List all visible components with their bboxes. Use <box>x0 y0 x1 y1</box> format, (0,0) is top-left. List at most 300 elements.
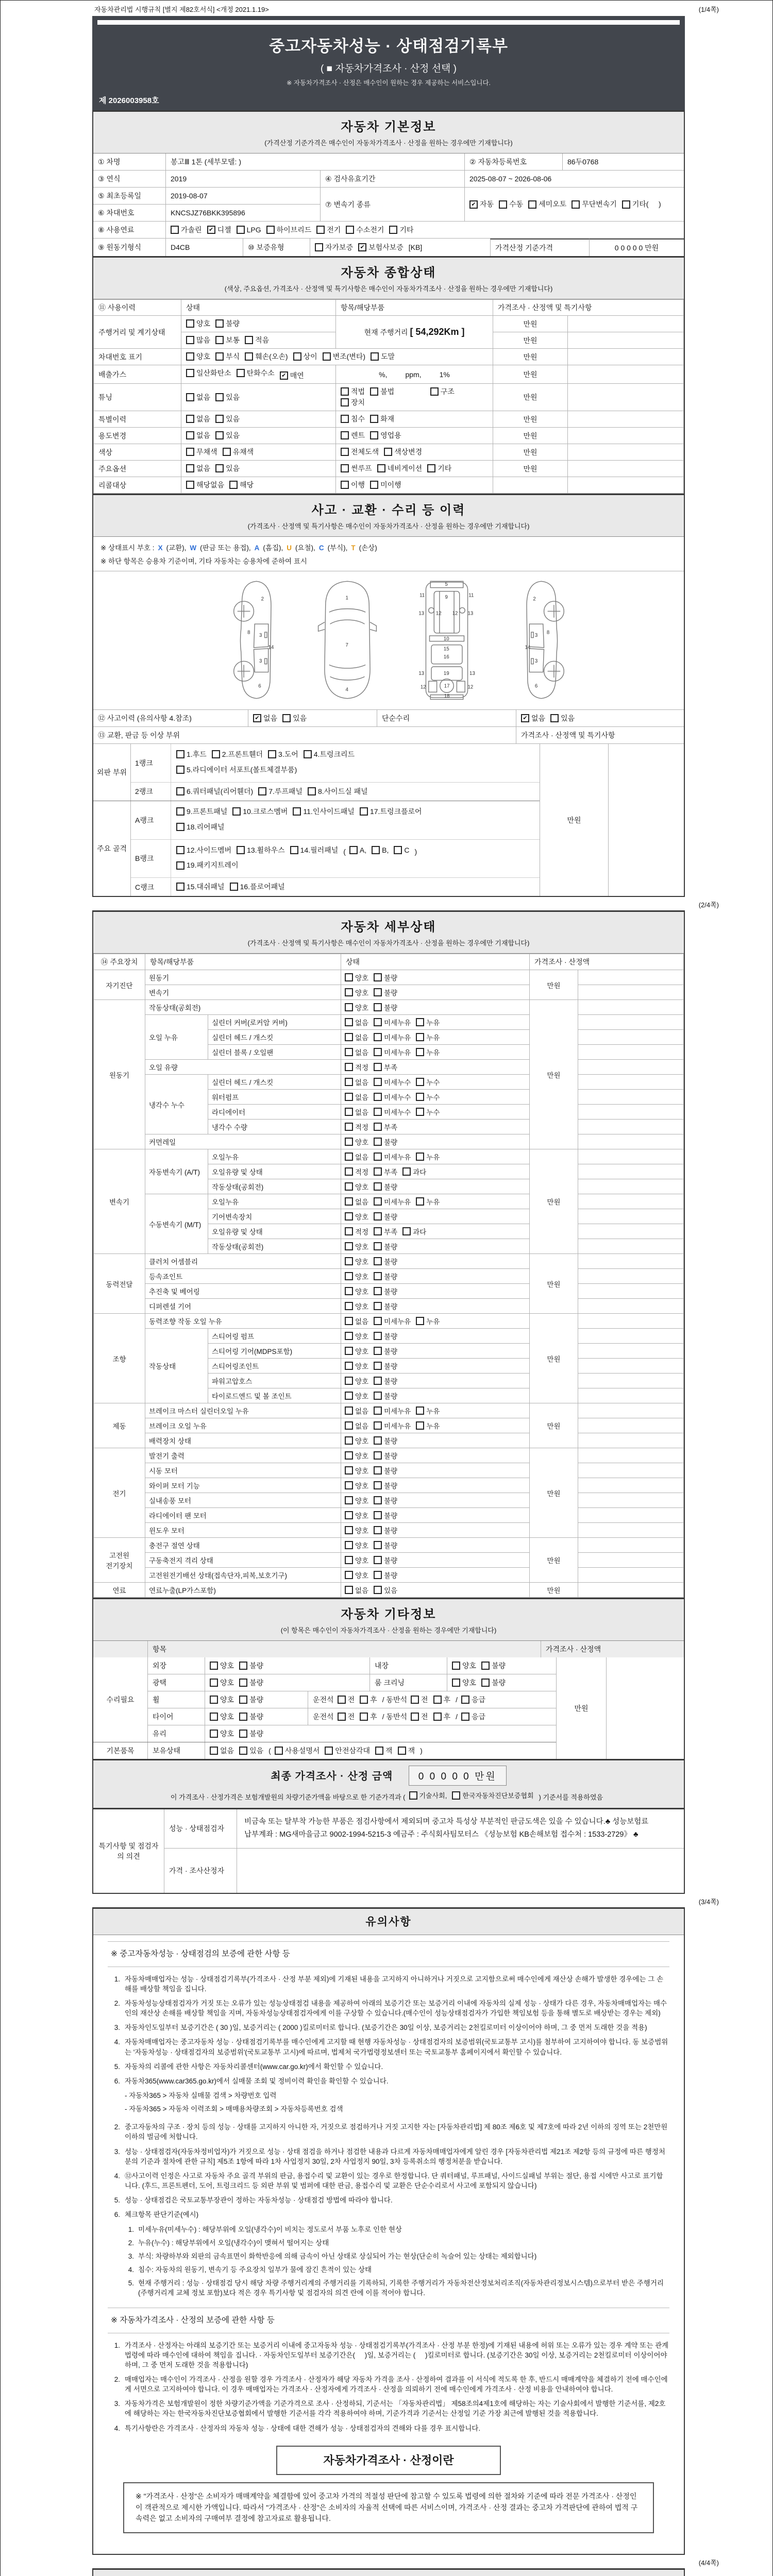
checkbox-icon[interactable] <box>374 1436 382 1445</box>
checkbox-option[interactable]: 미세누유 <box>374 1405 411 1416</box>
checkbox-icon[interactable] <box>374 1347 382 1355</box>
checkbox-option[interactable]: 부족 <box>374 1062 397 1072</box>
checkbox-icon[interactable] <box>345 1377 353 1385</box>
checkbox-icon[interactable] <box>374 1377 382 1385</box>
checkbox-icon[interactable] <box>416 1048 424 1056</box>
checkbox-option[interactable]: 불량 <box>374 1301 397 1311</box>
checkbox-icon[interactable] <box>360 1696 368 1704</box>
checkbox-option[interactable]: 불량 <box>374 1570 397 1580</box>
checkbox-option[interactable]: 불량 <box>374 1555 397 1565</box>
checkbox-option[interactable]: 후 <box>433 1694 451 1705</box>
checkbox-option[interactable]: 불량 <box>239 1711 263 1722</box>
checkbox-icon[interactable] <box>345 1436 353 1445</box>
checkbox-icon[interactable] <box>176 861 184 870</box>
checkbox-icon[interactable] <box>186 336 194 344</box>
checkbox-icon[interactable] <box>345 1048 353 1056</box>
checkbox-option[interactable]: 있음 <box>550 713 575 723</box>
checkbox-icon[interactable] <box>345 1421 353 1430</box>
checkbox-option[interactable]: 16.플로어패널 <box>230 882 285 892</box>
checkbox-icon[interactable] <box>176 807 184 816</box>
checkbox-option[interactable]: ✔ 보험사보증 <box>358 242 404 252</box>
checkbox-option[interactable]: 13.휠하우스 <box>237 843 285 857</box>
checkbox-icon[interactable] <box>374 1541 382 1549</box>
checkbox-icon[interactable] <box>374 1511 382 1519</box>
checkbox-option[interactable]: 불량 <box>239 1694 263 1705</box>
checkbox-icon[interactable] <box>416 1078 424 1086</box>
checkbox-option[interactable]: 없음 <box>210 1745 234 1756</box>
checkbox-icon[interactable] <box>345 1466 353 1475</box>
checkbox-option[interactable]: 양호 <box>345 1465 368 1476</box>
checkbox-icon[interactable] <box>341 415 349 423</box>
checkbox-icon[interactable] <box>345 1481 353 1489</box>
checkbox-option[interactable]: 양호 <box>345 1361 368 1371</box>
checkbox-icon[interactable] <box>345 1347 353 1355</box>
checkbox-icon[interactable] <box>528 200 536 209</box>
checkbox-option[interactable]: 전 <box>411 1694 428 1705</box>
checkbox-icon[interactable] <box>345 973 353 981</box>
checkbox-icon[interactable] <box>215 319 224 328</box>
checkbox-option[interactable]: 불량 <box>374 1495 397 1505</box>
checkbox-option[interactable]: 양호 <box>186 351 210 362</box>
checkbox-icon[interactable] <box>374 1182 382 1191</box>
checkbox-option[interactable]: 18.리어패널 <box>176 820 225 834</box>
checkbox-option[interactable]: 응급 <box>461 1694 485 1705</box>
checkbox-icon[interactable] <box>374 1108 382 1116</box>
checkbox-option[interactable]: 색상변경 <box>384 447 422 457</box>
checkbox-option[interactable]: 양호 <box>345 1002 368 1012</box>
checkbox-option[interactable]: 19.패키지트레이 <box>176 858 239 872</box>
checked-checkbox-icon[interactable]: ✔ <box>207 226 215 234</box>
checkbox-icon[interactable] <box>374 1406 382 1415</box>
checkbox-icon[interactable] <box>371 352 379 361</box>
checkbox-option[interactable]: 없음 <box>186 463 210 473</box>
checkbox-icon[interactable] <box>374 1302 382 1310</box>
checkbox-option[interactable]: 변조(변타) <box>323 351 365 362</box>
checkbox-option[interactable]: 있음 <box>215 430 240 440</box>
checkbox-icon[interactable] <box>215 431 224 439</box>
checkbox-option[interactable]: 누유 <box>416 1196 440 1207</box>
checkbox-icon[interactable] <box>186 352 194 361</box>
checkbox-icon[interactable] <box>370 481 378 489</box>
checkbox-option[interactable]: 기타 <box>427 463 451 473</box>
checkbox-option[interactable]: 양호 <box>345 1241 368 1251</box>
checkbox-icon[interactable] <box>433 1696 442 1704</box>
checkbox-icon[interactable] <box>374 1078 382 1086</box>
checked-checkbox-icon[interactable]: ✔ <box>253 714 261 722</box>
checkbox-option[interactable]: 누수 <box>416 1092 440 1102</box>
checkbox-option[interactable]: A, <box>349 843 366 857</box>
checkbox-option[interactable]: 미세누수 <box>374 1092 411 1102</box>
checkbox-option[interactable]: 미세누유 <box>374 1047 411 1057</box>
checkbox-option[interactable]: 탄화수소 <box>237 368 275 378</box>
checkbox-icon[interactable] <box>239 1679 247 1687</box>
checkbox-icon[interactable] <box>258 787 266 795</box>
checkbox-icon[interactable] <box>341 387 349 396</box>
checkbox-option[interactable]: 불량 <box>374 1137 397 1147</box>
checkbox-icon[interactable] <box>416 1421 424 1430</box>
checkbox-option[interactable]: 누수 <box>416 1077 440 1087</box>
checkbox-option[interactable]: 미세누유 <box>374 1151 411 1162</box>
checkbox-option[interactable]: LPG <box>237 226 261 234</box>
checkbox-icon[interactable] <box>375 1747 383 1755</box>
checkbox-icon[interactable] <box>210 1696 218 1704</box>
checkbox-icon[interactable] <box>345 1406 353 1415</box>
checkbox-icon[interactable] <box>402 1167 411 1176</box>
checkbox-icon[interactable] <box>374 1392 382 1400</box>
checkbox-option[interactable]: 양호 <box>345 1301 368 1311</box>
checkbox-option[interactable]: 양호 <box>345 1181 368 1192</box>
checkbox-option[interactable]: 미세누유 <box>374 1196 411 1207</box>
checkbox-option[interactable]: 썬루프 <box>341 463 372 473</box>
checkbox-option[interactable]: 없음 <box>186 414 210 424</box>
checkbox-option[interactable]: 적정 <box>345 1166 368 1177</box>
checkbox-icon[interactable] <box>345 1078 353 1086</box>
checkbox-icon[interactable] <box>345 1362 353 1370</box>
checkbox-icon[interactable] <box>374 1556 382 1564</box>
checkbox-icon[interactable] <box>345 1392 353 1400</box>
checkbox-option[interactable]: 양호 <box>345 1346 368 1356</box>
checkbox-option[interactable]: 미세누수 <box>374 1107 411 1117</box>
checkbox-option[interactable]: 있음 <box>215 392 240 402</box>
checkbox-option[interactable]: 3.도어 <box>268 748 298 761</box>
checkbox-icon[interactable] <box>212 750 220 758</box>
checkbox-option[interactable]: 적정 <box>345 1062 368 1072</box>
checkbox-option[interactable]: 8.사이드실 패널 <box>308 786 368 796</box>
checkbox-option[interactable]: 화재 <box>370 414 394 424</box>
checkbox-option[interactable]: 후 <box>360 1694 377 1705</box>
checkbox-option[interactable]: 없음 <box>345 1405 368 1416</box>
checkbox-option[interactable]: 잭 <box>398 1745 415 1756</box>
checkbox-option[interactable]: 무채색 <box>186 447 217 457</box>
checkbox-option[interactable]: 이행 <box>341 480 365 490</box>
checkbox-icon[interactable] <box>550 714 559 722</box>
checkbox-option[interactable]: 잭 <box>375 1745 393 1756</box>
checkbox-icon[interactable] <box>374 1138 382 1146</box>
checkbox-icon[interactable] <box>374 1257 382 1265</box>
checkbox-icon[interactable] <box>186 393 194 401</box>
checkbox-icon[interactable] <box>409 1791 417 1800</box>
checkbox-icon[interactable] <box>345 1541 353 1549</box>
checkbox-icon[interactable] <box>481 1679 490 1687</box>
checkbox-icon[interactable] <box>210 1730 218 1738</box>
checkbox-option[interactable]: 하이브리드 <box>266 225 312 235</box>
checkbox-icon[interactable] <box>345 1167 353 1176</box>
checkbox-option[interactable]: 부족 <box>374 1166 397 1177</box>
checkbox-option[interactable]: 불량 <box>374 1286 397 1296</box>
checkbox-option[interactable]: 7.루프패널 <box>258 786 303 796</box>
checkbox-icon[interactable] <box>275 1747 283 1755</box>
checkbox-option[interactable]: ✔ 없음 <box>253 713 277 723</box>
checkbox-icon[interactable] <box>416 1093 424 1101</box>
checkbox-icon[interactable] <box>239 1730 247 1738</box>
checkbox-option[interactable]: 누유 <box>416 1151 440 1162</box>
checkbox-icon[interactable] <box>349 846 358 854</box>
checkbox-option[interactable]: 양호 <box>345 1435 368 1446</box>
checkbox-icon[interactable] <box>374 1033 382 1041</box>
checkbox-option[interactable]: 없음 <box>345 1151 368 1162</box>
checkbox-option[interactable]: 없음 <box>345 1420 368 1431</box>
checkbox-icon[interactable] <box>293 352 301 361</box>
checkbox-icon[interactable] <box>374 1526 382 1534</box>
checkbox-icon[interactable] <box>239 1696 247 1704</box>
checkbox-option[interactable]: 6.쿼터패널(리어휀더) <box>176 786 253 796</box>
checkbox-option[interactable]: 불량 <box>374 1376 397 1386</box>
checkbox-icon[interactable] <box>374 1003 382 1011</box>
checkbox-icon[interactable] <box>210 1713 218 1721</box>
checkbox-option[interactable]: 양호 <box>210 1711 234 1722</box>
checkbox-option[interactable]: 부족 <box>374 1122 397 1132</box>
checkbox-icon[interactable] <box>237 369 245 377</box>
checkbox-option[interactable]: 후 <box>433 1711 451 1722</box>
checkbox-icon[interactable] <box>186 415 194 423</box>
checkbox-icon[interactable] <box>323 352 331 361</box>
checkbox-option[interactable]: 불량 <box>239 1728 263 1739</box>
checkbox-option[interactable]: 2.프론트휀더 <box>212 748 263 761</box>
checkbox-icon[interactable] <box>232 807 241 816</box>
checkbox-icon[interactable] <box>370 431 378 439</box>
checkbox-option[interactable]: 사용설명서 <box>275 1745 320 1756</box>
checkbox-icon[interactable] <box>176 750 184 758</box>
checkbox-option[interactable]: 양호 <box>345 1331 368 1341</box>
checkbox-option[interactable]: 안전삼각대 <box>325 1745 370 1756</box>
checkbox-option[interactable]: 적정 <box>345 1122 368 1132</box>
checkbox-icon[interactable] <box>416 1317 424 1325</box>
checkbox-icon[interactable] <box>239 1747 247 1755</box>
checkbox-icon[interactable] <box>345 1108 353 1116</box>
checkbox-icon[interactable] <box>237 846 245 854</box>
checkbox-option[interactable]: 후 <box>360 1711 377 1722</box>
checkbox-option[interactable]: ✔ 없음 <box>521 713 545 723</box>
checkbox-option[interactable]: 불량 <box>374 1391 397 1401</box>
checkbox-option[interactable]: 수동 <box>499 197 523 211</box>
checkbox-icon[interactable] <box>176 846 184 854</box>
checkbox-option[interactable]: 수소전기 <box>346 225 384 235</box>
checkbox-option[interactable]: 도말 <box>371 351 395 362</box>
checkbox-option[interactable]: 기타 <box>389 225 413 235</box>
checkbox-icon[interactable] <box>374 973 382 981</box>
checkbox-option[interactable]: 없음 <box>345 1316 368 1326</box>
checkbox-icon[interactable] <box>416 1108 424 1116</box>
checkbox-option[interactable]: 불량 <box>374 1241 397 1251</box>
checkbox-icon[interactable] <box>345 1197 353 1206</box>
checkbox-icon[interactable] <box>176 823 184 831</box>
checkbox-option[interactable]: 양호 <box>210 1694 234 1705</box>
checkbox-icon[interactable] <box>374 1197 382 1206</box>
checkbox-icon[interactable] <box>345 1526 353 1534</box>
checkbox-icon[interactable] <box>176 883 184 891</box>
checkbox-icon[interactable] <box>452 1662 460 1670</box>
checkbox-icon[interactable] <box>374 1287 382 1295</box>
checkbox-icon[interactable] <box>374 1571 382 1579</box>
checkbox-icon[interactable] <box>304 750 312 758</box>
checkbox-option[interactable]: 양호 <box>186 318 210 329</box>
checkbox-icon[interactable] <box>374 1153 382 1161</box>
checkbox-icon[interactable] <box>416 1018 424 1026</box>
checkbox-icon[interactable] <box>360 1713 368 1721</box>
checkbox-icon[interactable] <box>239 1662 247 1670</box>
checkbox-option[interactable]: 많음 <box>186 335 210 345</box>
checkbox-option[interactable]: 있음 <box>282 713 307 723</box>
checkbox-icon[interactable] <box>384 448 392 456</box>
checkbox-option[interactable]: 해당 <box>229 480 254 490</box>
checkbox-icon[interactable] <box>341 481 349 489</box>
checkbox-option[interactable]: 11.인사이드패널 <box>293 805 355 819</box>
checkbox-option[interactable]: 불량 <box>374 1465 397 1476</box>
checkbox-icon[interactable] <box>433 1713 442 1721</box>
checkbox-icon[interactable] <box>345 1496 353 1504</box>
checkbox-option[interactable]: 전기 <box>316 225 341 235</box>
checkbox-icon[interactable] <box>345 1138 353 1146</box>
checkbox-icon[interactable] <box>229 481 238 489</box>
checkbox-option[interactable]: 무단변속기 <box>572 197 617 211</box>
checkbox-icon[interactable] <box>245 336 253 344</box>
checkbox-option[interactable]: 불량 <box>374 1181 397 1192</box>
checkbox-icon[interactable] <box>245 352 253 361</box>
checkbox-icon[interactable] <box>461 1713 469 1721</box>
checkbox-option[interactable]: 불량 <box>374 1450 397 1461</box>
checkbox-option[interactable]: 불량 <box>239 1677 263 1688</box>
checkbox-icon[interactable] <box>215 415 224 423</box>
checkbox-option[interactable]: 누유 <box>416 1316 440 1326</box>
checkbox-icon[interactable] <box>374 988 382 996</box>
checkbox-option[interactable]: 양호 <box>345 1570 368 1580</box>
checkbox-icon[interactable] <box>374 1063 382 1071</box>
checkbox-option[interactable]: 불량 <box>239 1660 263 1671</box>
checkbox-icon[interactable] <box>341 464 349 472</box>
checkbox-option[interactable]: 양호 <box>345 1271 368 1281</box>
checkbox-option[interactable]: 적음 <box>245 335 269 345</box>
checkbox-option[interactable]: 일산화탄소 <box>186 368 231 378</box>
checkbox-icon[interactable] <box>345 1451 353 1460</box>
checkbox-icon[interactable] <box>374 1212 382 1221</box>
checkbox-option[interactable]: 없음 <box>186 392 210 402</box>
checkbox-icon[interactable] <box>374 1421 382 1430</box>
checkbox-icon[interactable] <box>411 1696 419 1704</box>
checkbox-option[interactable]: 없음 <box>345 1196 368 1207</box>
checkbox-icon[interactable] <box>345 988 353 996</box>
checkbox-icon[interactable] <box>345 1257 353 1265</box>
checkbox-option[interactable]: 미세누유 <box>374 1420 411 1431</box>
checkbox-option[interactable]: 5.라디에이터 서포트(볼트체결부품) <box>176 763 297 777</box>
checkbox-option[interactable]: 양호 <box>345 1540 368 1550</box>
checkbox-option[interactable]: 과다 <box>402 1226 426 1236</box>
checkbox-option[interactable]: 양호 <box>210 1728 234 1739</box>
checkbox-icon[interactable] <box>345 1227 353 1235</box>
checkbox-icon[interactable] <box>215 352 224 361</box>
checkbox-icon[interactable] <box>377 464 385 472</box>
checkbox-option[interactable]: 미세누유 <box>374 1017 411 1027</box>
checkbox-option[interactable]: 없음 <box>345 1092 368 1102</box>
checkbox-option[interactable]: 기타( ) <box>622 197 661 211</box>
checkbox-option[interactable]: 없음 <box>345 1585 368 1595</box>
checked-checkbox-icon[interactable]: ✔ <box>521 714 529 722</box>
checkbox-icon[interactable] <box>338 1713 346 1721</box>
checkbox-option[interactable]: 구조 <box>430 386 455 397</box>
checkbox-icon[interactable] <box>345 1242 353 1250</box>
checkbox-icon[interactable] <box>374 1586 382 1594</box>
checkbox-option[interactable]: 없음 <box>345 1017 368 1027</box>
checkbox-option[interactable]: 양호 <box>345 987 368 997</box>
checkbox-icon[interactable] <box>622 200 630 209</box>
checkbox-option[interactable]: 없음 <box>186 430 210 440</box>
checkbox-option[interactable]: 불량 <box>374 1271 397 1281</box>
checkbox-option[interactable]: 불량 <box>374 1211 397 1222</box>
checkbox-option[interactable]: 양호 <box>345 1391 368 1401</box>
checkbox-icon[interactable] <box>176 787 184 795</box>
checkbox-option[interactable]: 누유 <box>416 1405 440 1416</box>
checkbox-icon[interactable] <box>402 1227 411 1235</box>
checkbox-option[interactable]: 기술사회, <box>409 1790 447 1800</box>
checkbox-icon[interactable] <box>237 226 245 234</box>
checkbox-option[interactable]: 적법 <box>341 386 365 397</box>
checkbox-option[interactable]: 불량 <box>374 1346 397 1356</box>
checkbox-icon[interactable] <box>345 1556 353 1564</box>
checkbox-icon[interactable] <box>345 1063 353 1071</box>
checkbox-option[interactable]: 15.대쉬패널 <box>176 882 225 892</box>
checkbox-option[interactable]: 불량 <box>374 1331 397 1341</box>
checkbox-icon[interactable] <box>499 200 507 209</box>
checkbox-icon[interactable] <box>316 226 325 234</box>
checkbox-option[interactable]: 세미오토 <box>528 197 566 211</box>
checkbox-icon[interactable] <box>186 319 194 328</box>
checkbox-icon[interactable] <box>186 464 194 472</box>
checkbox-icon[interactable] <box>268 750 276 758</box>
checked-checkbox-icon[interactable]: ✔ <box>358 243 366 251</box>
checkbox-option[interactable]: 12.사이드멤버 <box>176 843 231 857</box>
checkbox-icon[interactable] <box>223 448 231 456</box>
checkbox-icon[interactable] <box>345 1317 353 1325</box>
checkbox-icon[interactable] <box>374 1317 382 1325</box>
checkbox-icon[interactable] <box>215 464 224 472</box>
checkbox-icon[interactable] <box>315 243 323 251</box>
checkbox-icon[interactable] <box>345 1586 353 1594</box>
checkbox-option[interactable]: B, <box>372 843 389 857</box>
checkbox-icon[interactable] <box>416 1153 424 1161</box>
checkbox-icon[interactable] <box>416 1033 424 1041</box>
checkbox-icon[interactable] <box>341 431 349 439</box>
checkbox-icon[interactable] <box>345 1033 353 1041</box>
checkbox-icon[interactable] <box>374 1018 382 1026</box>
checkbox-option[interactable]: 미세누유 <box>374 1316 411 1326</box>
checkbox-icon[interactable] <box>345 1571 353 1579</box>
checkbox-option[interactable]: 양호 <box>452 1660 476 1671</box>
checkbox-icon[interactable] <box>345 1302 353 1310</box>
checkbox-option[interactable]: 불량 <box>481 1677 506 1688</box>
checkbox-icon[interactable] <box>346 226 354 234</box>
checkbox-option[interactable]: 훼손(오손) <box>245 351 288 362</box>
checkbox-option[interactable]: 침수 <box>341 414 365 424</box>
checkbox-icon[interactable] <box>416 1197 424 1206</box>
checkbox-icon[interactable] <box>186 431 194 439</box>
checkbox-icon[interactable] <box>345 1123 353 1131</box>
checkbox-icon[interactable] <box>239 1713 247 1721</box>
checkbox-icon[interactable] <box>416 1406 424 1415</box>
checkbox-icon[interactable] <box>461 1696 469 1704</box>
checkbox-icon[interactable] <box>345 1511 353 1519</box>
checkbox-option[interactable]: 없음 <box>345 1077 368 1087</box>
checkbox-option[interactable]: 양호 <box>210 1660 234 1671</box>
checkbox-icon[interactable] <box>210 1662 218 1670</box>
checkbox-option[interactable]: 응급 <box>461 1711 485 1722</box>
checkbox-icon[interactable] <box>345 1332 353 1340</box>
checkbox-icon[interactable] <box>411 1713 419 1721</box>
checkbox-option[interactable]: 전 <box>338 1711 355 1722</box>
checkbox-icon[interactable] <box>308 787 316 795</box>
checkbox-icon[interactable] <box>360 807 368 816</box>
checkbox-icon[interactable] <box>370 387 378 396</box>
checkbox-icon[interactable] <box>345 1153 353 1161</box>
checkbox-option[interactable]: 보통 <box>215 335 240 345</box>
